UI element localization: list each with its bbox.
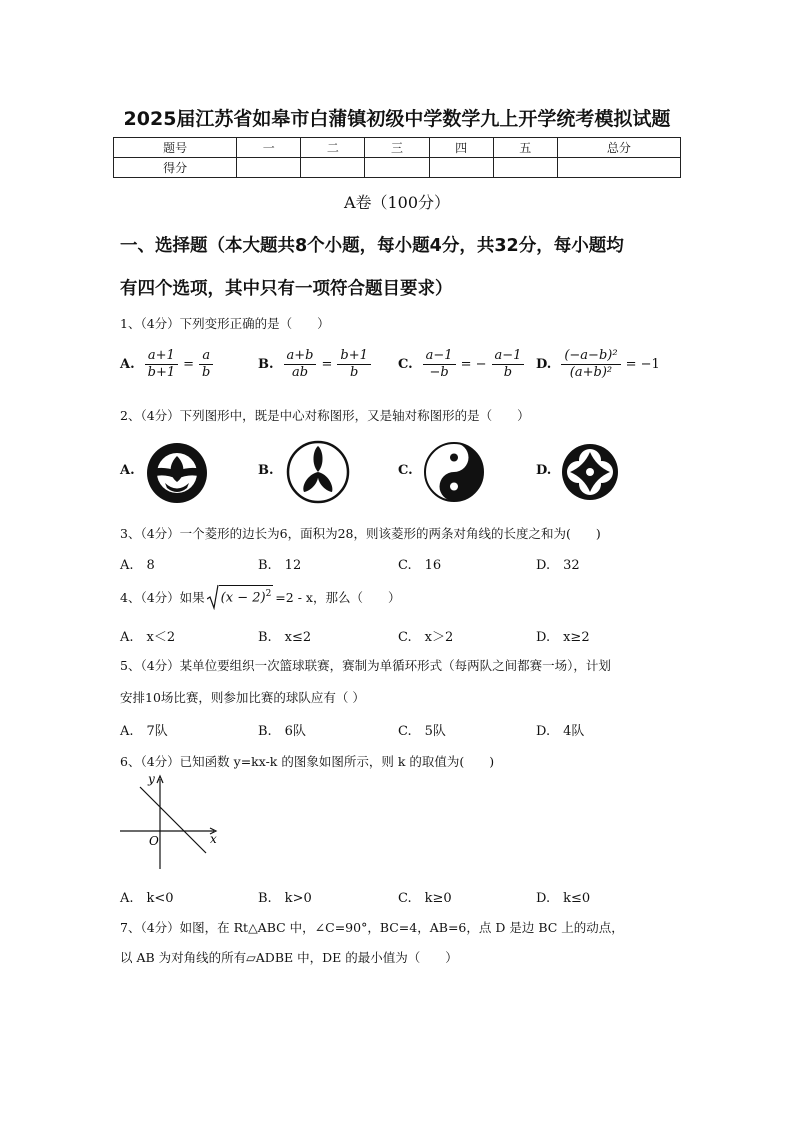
table-cell: 二 (301, 138, 365, 158)
q5-option-d[interactable]: D. 4队 (536, 724, 585, 739)
section-a-heading: A卷（100分） (343, 193, 451, 212)
question-3-stem: 3、（4分）一个菱形的边长为6，面积为28，则该菱形的两条对角线的长度之和为( ) (120, 526, 601, 541)
fraction-numerator: a+b (284, 348, 317, 365)
linear-function-graph (118, 773, 222, 873)
q2-option-a-label[interactable] (120, 463, 143, 478)
score-cell[interactable] (493, 158, 557, 178)
stem-text: =2 - x，那么（ ） (275, 590, 401, 605)
table-cell: 得分 (114, 158, 237, 178)
q4-option-a[interactable]: A. x＜2 (120, 630, 176, 645)
option-label: C. (398, 357, 413, 372)
relation-sign: = (183, 357, 195, 372)
radicand: (x − 2) (220, 590, 266, 606)
score-table-header-row (114, 138, 681, 158)
relation-sign: = −1 (625, 357, 660, 372)
score-cell[interactable] (365, 158, 429, 178)
fraction-denominator: b (503, 365, 513, 380)
section-heading-line2: 有四个选项，其中只有一项符合题目要求） (120, 279, 453, 299)
fraction-denominator: −b (429, 365, 449, 380)
section-heading-line1: 一、选择题（本大题共8个小题，每小题4分，共32分，每小题均 (120, 236, 624, 256)
sqrt-expression (207, 584, 274, 610)
score-table (113, 137, 681, 178)
option-label: A. (120, 357, 135, 372)
q2-option-b-label[interactable] (258, 463, 282, 478)
fraction-numerator: a−1 (423, 348, 456, 365)
question-7-stem-line1: 7、（4分）如图，在 Rt△ABC 中，∠C=90°，BC=4，AB=6，点 D 是边 BC 上的动点， (120, 920, 624, 935)
q5-option-c[interactable]: C. 5队 (398, 724, 446, 739)
q6-option-d[interactable]: D. k≤0 (536, 891, 591, 906)
table-cell: 五 (493, 138, 557, 158)
question-7-stem-line2: 以 AB 为对角线的所有▱ADBE 中，DE 的最小值为（ ） (120, 950, 458, 965)
question-5-stem-line1: 5、（4分）某单位要组织一次篮球联赛，赛制为单循环形式（每两队之间都赛一场），计划 (120, 658, 611, 673)
question-5-stem-line2: 安排10场比赛，则参加比赛的球队应有（ ） (120, 690, 365, 705)
option-label: B. (258, 463, 274, 478)
q3-option-a[interactable]: A. 8 (120, 558, 155, 573)
q1-option-b[interactable] (258, 348, 373, 381)
origin-label: O (149, 834, 159, 848)
fraction-numerator: (−a−b)² (561, 348, 620, 365)
q5-option-b[interactable]: B. 6队 (258, 724, 306, 739)
stem-text: 4、（4分）如果 (120, 590, 205, 605)
q1-option-a[interactable] (120, 348, 215, 381)
q6-option-a[interactable]: A. k<0 (120, 891, 174, 906)
score-table-score-row (114, 158, 681, 178)
question-6-stem: 6、（4分）已知函数 y=kx-k 的图象如图所示，则 k 的取值为( ) (120, 754, 495, 769)
fraction-denominator: b+1 (147, 365, 176, 380)
q6-option-c[interactable]: C. k≥0 (398, 891, 452, 906)
fraction-denominator: (a+b)² (569, 365, 613, 380)
score-cell[interactable] (557, 158, 680, 178)
fraction-numerator: b+1 (337, 348, 371, 365)
q3-option-d[interactable]: D. 32 (536, 558, 580, 573)
option-label: B. (258, 357, 274, 372)
fraction-numerator: a+1 (145, 348, 178, 365)
q4-option-d[interactable]: D. x≥2 (536, 630, 590, 645)
q5-option-a[interactable]: A. 7队 (120, 724, 168, 739)
q2-option-c-label[interactable] (398, 463, 421, 478)
q3-option-b[interactable]: B. 12 (258, 558, 302, 573)
table-cell: 三 (365, 138, 429, 158)
option-label: D. (536, 357, 552, 372)
option-label: C. (398, 463, 413, 478)
question-1-stem: 1、（4分）下列变形正确的是（ ） (120, 316, 330, 331)
yin-yang-icon[interactable] (423, 441, 485, 503)
fraction-denominator: ab (291, 365, 309, 380)
table-cell: 一 (237, 138, 301, 158)
trefoil-icon[interactable] (286, 440, 350, 504)
q2-option-d-label[interactable] (536, 463, 559, 478)
emblem-icon[interactable] (146, 442, 208, 504)
q6-option-b[interactable]: B. k>0 (258, 891, 312, 906)
fraction-denominator: b (349, 365, 359, 380)
q1-option-c[interactable] (398, 348, 526, 381)
y-axis-label: y (148, 773, 155, 786)
x-axis-label: x (210, 832, 217, 846)
option-label: D. (536, 463, 552, 478)
relation-sign: = − (460, 357, 487, 372)
relation-sign: = (321, 357, 333, 372)
q4-option-c[interactable]: C. x＞2 (398, 630, 454, 645)
q1-option-d[interactable] (536, 348, 663, 381)
q3-option-c[interactable]: C. 16 (398, 558, 442, 573)
score-cell[interactable] (301, 158, 365, 178)
fraction-denominator: b (202, 365, 211, 380)
score-cell[interactable] (237, 158, 301, 178)
table-cell: 题号 (114, 138, 237, 158)
page-title: 2025届江苏省如皋市白蒲镇初级中学数学九上开学统考模拟试题 (123, 108, 671, 130)
score-cell[interactable] (429, 158, 493, 178)
four-petal-icon[interactable] (561, 443, 619, 501)
table-cell: 总分 (557, 138, 680, 158)
fraction-numerator: a−1 (492, 348, 525, 365)
sqrt-icon (207, 584, 219, 610)
option-label: A. (120, 463, 135, 478)
exponent: 2 (265, 589, 272, 599)
question-4-stem (120, 584, 400, 610)
fraction-numerator: a (199, 348, 213, 365)
table-cell: 四 (429, 138, 493, 158)
q4-option-b[interactable]: B. x≤2 (258, 630, 312, 645)
question-2-stem: 2、（4分）下列图形中，既是中心对称图形，又是轴对称图形的是（ ） (120, 408, 530, 423)
